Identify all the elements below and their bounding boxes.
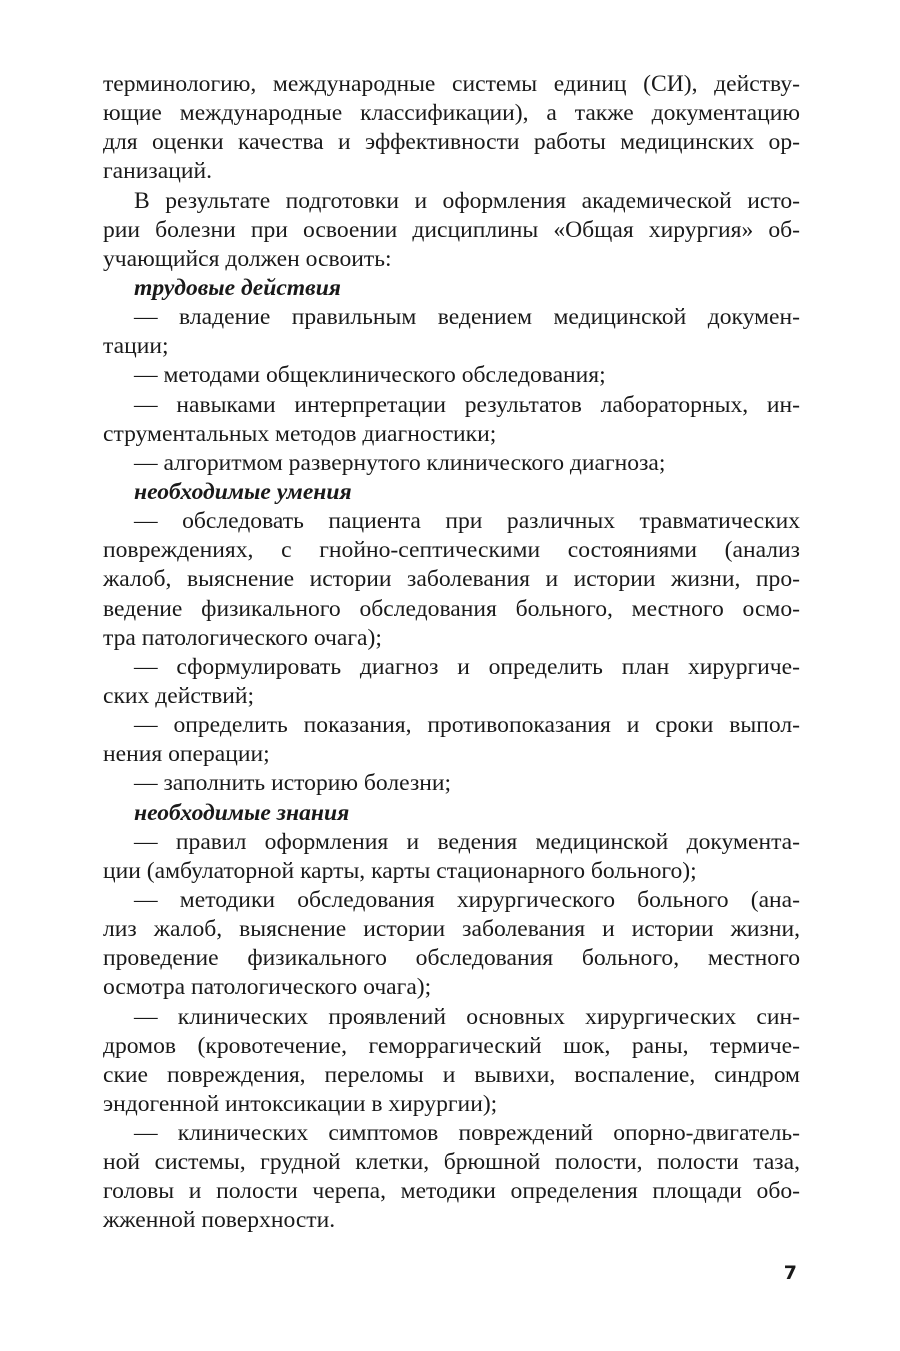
list-item: — правил оформления и ведения медицинской документа- [134, 828, 800, 855]
list-item: — навыками интерпретации результатов лабораторных, ин- [134, 391, 800, 418]
text-line: повреждениях, с гнойно-септическими состояниями (анализ [103, 537, 800, 564]
text-line: ские повреждения, переломы и вывихи, воспаление, синдром [103, 1061, 800, 1088]
text-line: проведение физикального обследования больного, местного [103, 945, 800, 972]
section-heading-required-skills: необходимые умения [134, 478, 352, 505]
text-line: учающийся должен освоить: [103, 245, 392, 272]
text-line: ющие международные классификации), а также документацию [103, 100, 800, 127]
text-line: осмотра патологического очага); [103, 974, 432, 1001]
text-line: жалоб, выяснение истории заболевания и истории жизни, про- [103, 566, 800, 593]
text-line: для оценки качества и эффективности работы медицинских ор- [103, 129, 800, 156]
text-line: тации; [103, 333, 169, 360]
list-item: — обследовать пациента при различных травматических [134, 508, 800, 535]
text-line: головы и полости черепа, методики определения площади обо- [103, 1178, 800, 1205]
page-number: 7 [783, 1262, 797, 1284]
list-item: — алгоритмом развернутого клинического диагноза; [134, 449, 666, 476]
text-line: лиз жалоб, выяснение истории заболевания и истории жизни, [103, 916, 800, 943]
list-item: — владение правильным ведением медицинской докумен- [134, 304, 800, 331]
text-line: рии болезни при освоении дисциплины «Общая хирургия» об- [103, 216, 800, 243]
text-line: нения операции; [103, 741, 270, 768]
text-line: ских действий; [103, 682, 255, 709]
text-line: ции (амбулаторной карты, карты стационарного больного); [103, 857, 697, 884]
page-body [103, 70, 800, 1236]
text-line: ведение физикального обследования больного, местного осмо- [103, 595, 800, 622]
text-line: ганизаций. [103, 158, 212, 185]
section-heading-labor-actions: трудовые действия [134, 274, 341, 301]
list-item: — сформулировать диагноз и определить план хирургиче- [134, 653, 800, 680]
text-line: ной системы, грудной клетки, брюшной полости, полости таза, [103, 1149, 800, 1176]
text-line: жженной поверхности. [103, 1207, 336, 1234]
text-line: струментальных методов диагностики; [103, 420, 497, 447]
section-heading-required-knowledge: необходимые знания [134, 799, 350, 826]
text-line: дромов (кровотечение, геморрагический шок, раны, термиче- [103, 1032, 800, 1059]
list-item: — заполнить историю болезни; [134, 770, 452, 797]
list-item: — определить показания, противопоказания и сроки выпол- [134, 712, 800, 739]
text-line: эндогенной интоксикации в хирургии); [103, 1090, 498, 1117]
list-item: — методики обследования хирургического больного (ана- [134, 886, 800, 913]
text-line: В результате подготовки и оформления академической исто- [134, 187, 800, 214]
text-line: терминологию, международные системы единиц (СИ), действу- [103, 71, 800, 97]
list-item: — методами общеклинического обследования; [134, 362, 606, 389]
list-item: — клинических проявлений основных хирургических син- [134, 1003, 800, 1030]
text-line: тра патологического очага); [103, 624, 382, 651]
list-item: — клинических симптомов повреждений опорно-двигатель- [134, 1120, 800, 1147]
